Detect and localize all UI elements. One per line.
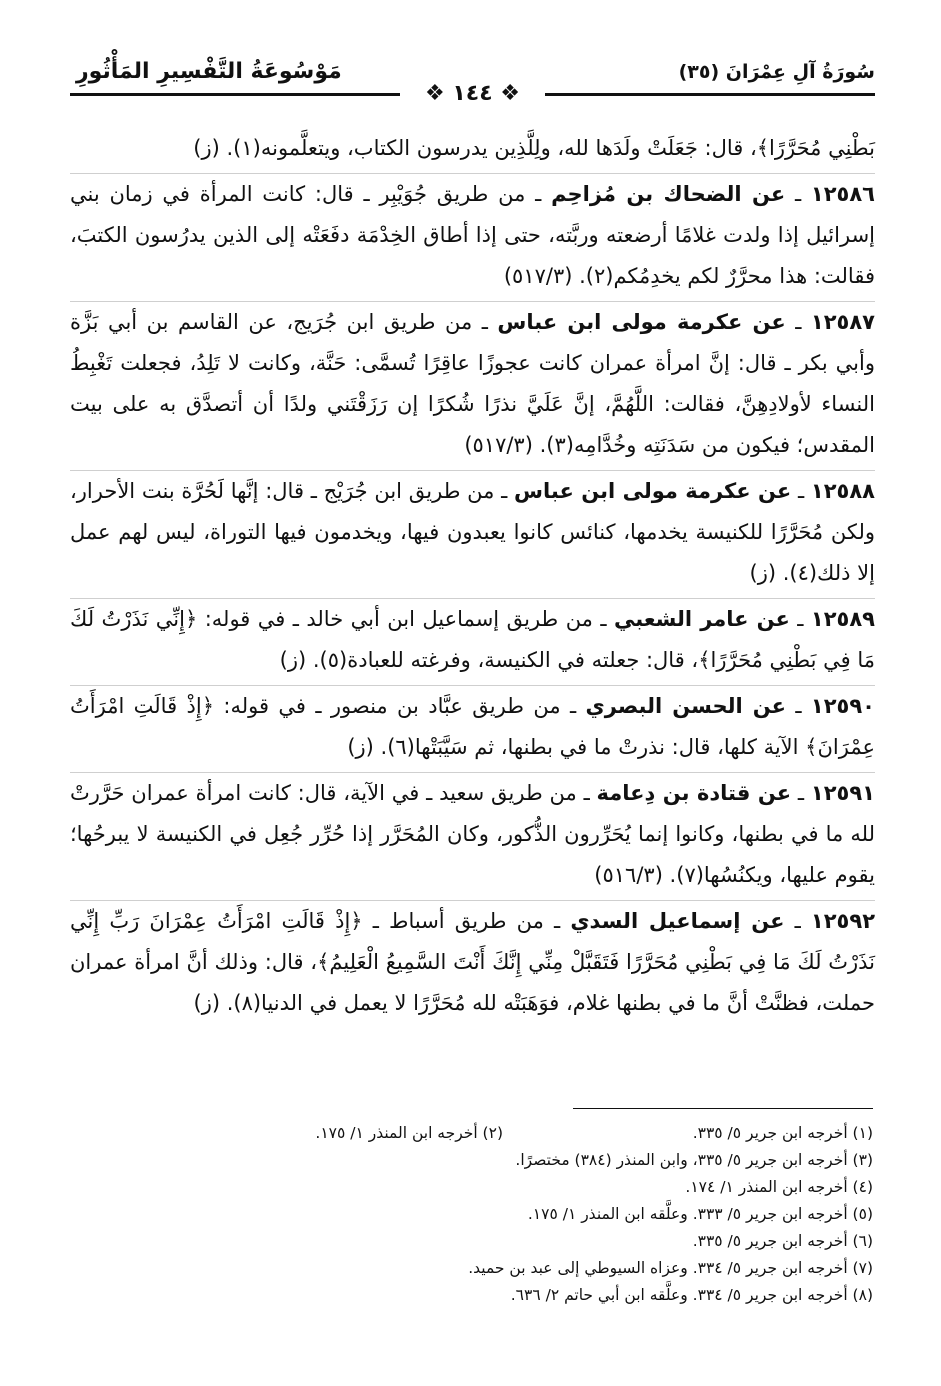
- footnote: (٢) أخرجه ابن المنذر ١/ ١٧٥.: [315, 1124, 503, 1142]
- narration-number: ١٢٥٨٨: [810, 479, 875, 503]
- footnotes: [68, 1120, 873, 1309]
- page-number: ❖ ١٤٤ ❖: [424, 81, 521, 106]
- header-rule-right: [545, 93, 875, 96]
- paragraph: ١٢٥٩١ ـ عن قتادة بن دِعامة ـ من طريق سعيد ـ في الآية، قال: كانت امرأة عمران حَرَّرتْ لله ما في بطنها، وكانوا إنما يُحَرِّرون الذُّكور، وكان المُحَرَّر إذا حُرِّر جُعِل في الكنيسة لا يبرحُها؛ يقوم عليها، ويكنُسُها(٧). (٥١٦/٣): [70, 773, 875, 901]
- narration-number: ١٢٥٨٧: [810, 310, 875, 334]
- narration-source: عن الضحاك بن مُزاحِم: [551, 182, 786, 206]
- narration-text: ـ من طريق سعيد ـ في الآية، قال: كانت امرأة عمران حَرَّرتْ لله ما في بطنها، وكانوا إنما يُحَرِّرون الذُّكور، وكان المُحَرَّر إذا حُرِّر جُعِل في الكنيسة لا يبرحُها؛ يقوم عليها، ويكنُسُها(٧). (٥١٦/٣): [70, 781, 875, 887]
- header-rule-left: [70, 93, 400, 96]
- narration-number: ١٢٥٩٢: [810, 909, 876, 933]
- narration-source: عن قتادة بن دِعامة: [596, 781, 792, 805]
- paragraph: ١٢٥٨٨ ـ عن عكرمة مولى ابن عباس ـ من طريق ابن جُرَيْج ـ قال: إنَّها لَحُرَّة بنت الأحرار، ولكن مُحَرَّرًا للكنيسة يخدمها، كنائس كانوا يعبدون فيها، ويخدمون فيها التوراة، ليس لهم عمل إلا ذلك(٤). (ز): [70, 471, 875, 599]
- paragraph: [70, 128, 875, 174]
- footnote-row: [68, 1147, 873, 1174]
- narration-number: ١٢٥٩١: [810, 781, 875, 805]
- book-title: مَوْسُوعَةُ التَّفْسِيرِ المَأْثُورِ: [76, 59, 342, 84]
- narration-source: عن عكرمة مولى ابن عباس: [514, 479, 792, 503]
- footnote-row: [68, 1255, 873, 1282]
- narration-number: ١٢٥٩٠: [810, 694, 875, 718]
- footnote: (٥) أخرجه ابن جرير ٥/ ٣٣٣. وعلَّقه ابن المنذر ١/ ١٧٥.: [527, 1205, 873, 1223]
- footnote-row: [68, 1228, 873, 1255]
- paragraph: ١٢٥٩٢ ـ عن إسماعيل السدي ـ من طريق أسباط ـ ﴿إِذْ قَالَتِ امْرَأَتُ عِمْرَانَ رَبِّ إِنِّي نَذَرْتُ لَكَ مَا فِي بَطْنِي مُحَرَّرًا فَتَقَبَّلْ مِنِّي إِنَّكَ أَنْتَ السَّمِيعُ الْعَلِيمُ﴾، قال: وذلك أنَّ امرأة عمران حملت، فظنَّتْ أنَّ ما في بطنها غلام، فوَهَبَتْه لله مُحَرَّرًا لا يعمل في الدنيا(٨). (ز): [70, 909, 876, 1015]
- narration-text: ـ من طريق عبَّاد بن منصور ـ في قوله: ﴿إِذْ قَالَتِ امْرَأَتُ عِمْرَانَ﴾ الآية كلها، قال: نذرتْ ما في بطنها، ثم سَيَّبَتْها(٦). (ز): [70, 694, 875, 759]
- paragraph: ١٢٥٨٦ ـ عن الضحاك بن مُزاحِم ـ من طريق جُوَيْبِر ـ قال: كانت المرأة في زمان بني إسرائيل إذا ولدت غلامًا أرضعته وربَّته، حتى إذا أطاق الخِدْمَة دفَعَتْه إلى الذين يدرُسون الكتبَ، فقالت: هذا محرَّرٌ لكم يخدِمُكم(٢). (٥١٧/٣): [70, 174, 875, 302]
- narration-source: عن الحسن البصري: [585, 694, 786, 718]
- footnote: (٤) أخرجه ابن المنذر ١/ ١٧٤.: [685, 1178, 873, 1196]
- page-header: [70, 55, 875, 115]
- narration-source: عن عامر الشعبي: [614, 607, 790, 631]
- paragraph: ١٢٥٨٧ ـ عن عكرمة مولى ابن عباس ـ من طريق ابن جُرَيج، عن القاسم بن أبي بَزَّة وأبي بكر ـ قال: إنَّ امرأة عمران كانت عجوزًا عاقِرًا تُسمَّى: حَنَّة، وكانت لا تَلِدُ، فجعلت تَغْبِطُ النساء لأولادِهِنَّ، فقالت: اللَّهُمَّ، إنَّ عَلَيَّ نذرًا شُكرًا إن رَزَقْتَني ولدًا أن أتصدَّق به على بيت المقدس؛ فيكون من سَدَنَتِه وخُدَّامِه(٣). (٥١٧/٣): [70, 302, 875, 471]
- footnote-row: [68, 1282, 873, 1309]
- narration-text: بَطْنِي مُحَرَّرًا﴾، قال: جَعَلَتْ ولَدَها لله، ولِلَّذِين يدرسون الكتاب، ويتعلَّمونه(١). (ز): [193, 136, 875, 160]
- narration-number: ١٢٥٨٩: [810, 607, 875, 631]
- footnote: (٧) أخرجه ابن جرير ٥/ ٣٣٤. وعزاه السيوطي إلى عبد بن حميد.: [468, 1259, 873, 1277]
- footnote-row: [68, 1120, 873, 1147]
- footnote-row: [68, 1174, 873, 1201]
- narration-text: ـ من طريق أسباط ـ ﴿إِذْ قَالَتِ امْرَأَتُ عِمْرَانَ رَبِّ إِنِّي نَذَرْتُ لَكَ مَا فِي بَطْنِي مُحَرَّرًا فَتَقَبَّلْ مِنِّي إِنَّكَ أَنْتَ السَّمِيعُ الْعَلِيمُ﴾، قال: وذلك أنَّ امرأة عمران حملت، فظنَّتْ أنَّ ما في بطنها غلام، فوَهَبَتْه لله مُحَرَّرًا لا يعمل في الدنيا(٨). (ز): [70, 909, 875, 1015]
- paragraph: ١٢٥٩٠ ـ عن الحسن البصري ـ من طريق عبَّاد بن منصور ـ في قوله: ﴿إِذْ قَالَتِ امْرَأَتُ عِمْرَانَ﴾ الآية كلها، قال: نذرتْ ما في بطنها، ثم سَيَّبَتْها(٦). (ز): [70, 686, 875, 773]
- footnote: (٣) أخرجه ابن جرير ٥/ ٣٣٥، وابن المنذر (٣٨٤) مختصرًا.: [515, 1151, 873, 1169]
- footnote: (١) أخرجه ابن جرير ٥/ ٣٣٥.: [692, 1124, 873, 1142]
- page-number-value: ١٤٤: [452, 81, 493, 106]
- footnote-rule: [573, 1108, 873, 1109]
- narration-text: ـ من طريق ابن جُرَيج، عن القاسم بن أبي بَزَّة وأبي بكر ـ قال: إنَّ امرأة عمران كانت عجوزًا عاقِرًا تُسمَّى: حَنَّة، وكانت لا تَلِدُ، فجعلت تَغْبِطُ النساء لأولادِهِنَّ، فقالت: اللَّهُمَّ، إنَّ عَلَيَّ نذرًا شُكرًا إن رَزَقْتَني ولدًا أن أتصدَّق به على بيت المقدس؛ فيكون من سَدَنَتِه وخُدَّامِه(٣). (٥١٧/٣): [70, 310, 875, 457]
- narration-number: ١٢٥٨٦: [810, 182, 875, 206]
- narration-text: ـ من طريق جُوَيْبِر ـ قال: كانت المرأة في زمان بني إسرائيل إذا ولدت غلامًا أرضعته وربَّته، حتى إذا أطاق الخِدْمَة دفَعَتْه إلى الذين يدرُسون الكتبَ، فقالت: هذا محرَّرٌ لكم يخدِمُكم(٢). (٥١٧/٣): [70, 182, 875, 288]
- narration-text: ـ من طريق ابن جُرَيْج ـ قال: إنَّها لَحُرَّة بنت الأحرار، ولكن مُحَرَّرًا للكنيسة يخدمها، كنائس كانوا يعبدون فيها، ويخدمون فيها التوراة، ليس لهم عمل إلا ذلك(٤). (ز): [70, 479, 875, 585]
- main-text: [70, 128, 875, 1028]
- narration-source: عن عكرمة مولى ابن عباس: [497, 310, 786, 334]
- narration-source: عن إسماعيل السدي: [570, 909, 785, 933]
- footnote: (٨) أخرجه ابن جرير ٥/ ٣٣٤. وعلَّقه ابن أبي حاتم ٢/ ٦٣٦.: [510, 1286, 873, 1304]
- narration-text: ـ من طريق إسماعيل ابن أبي خالد ـ في قوله: ﴿إِنِّي نَذَرْتُ لَكَ مَا فِي بَطْنِي مُحَرَّرًا﴾، قال: جعلته في الكنيسة، وفرغته للعبادة(٥). (ز): [70, 607, 875, 672]
- surah-title: سُورَةُ آلِ عِمْرَانَ (٣٥): [678, 61, 875, 83]
- paragraph: ١٢٥٨٩ ـ عن عامر الشعبي ـ من طريق إسماعيل ابن أبي خالد ـ في قوله: ﴿إِنِّي نَذَرْتُ لَكَ مَا فِي بَطْنِي مُحَرَّرًا﴾، قال: جعلته في الكنيسة، وفرغته للعبادة(٥). (ز): [70, 599, 875, 686]
- footnote-row: [68, 1201, 873, 1228]
- footnote: (٦) أخرجه ابن جرير ٥/ ٣٣٥.: [692, 1232, 873, 1250]
